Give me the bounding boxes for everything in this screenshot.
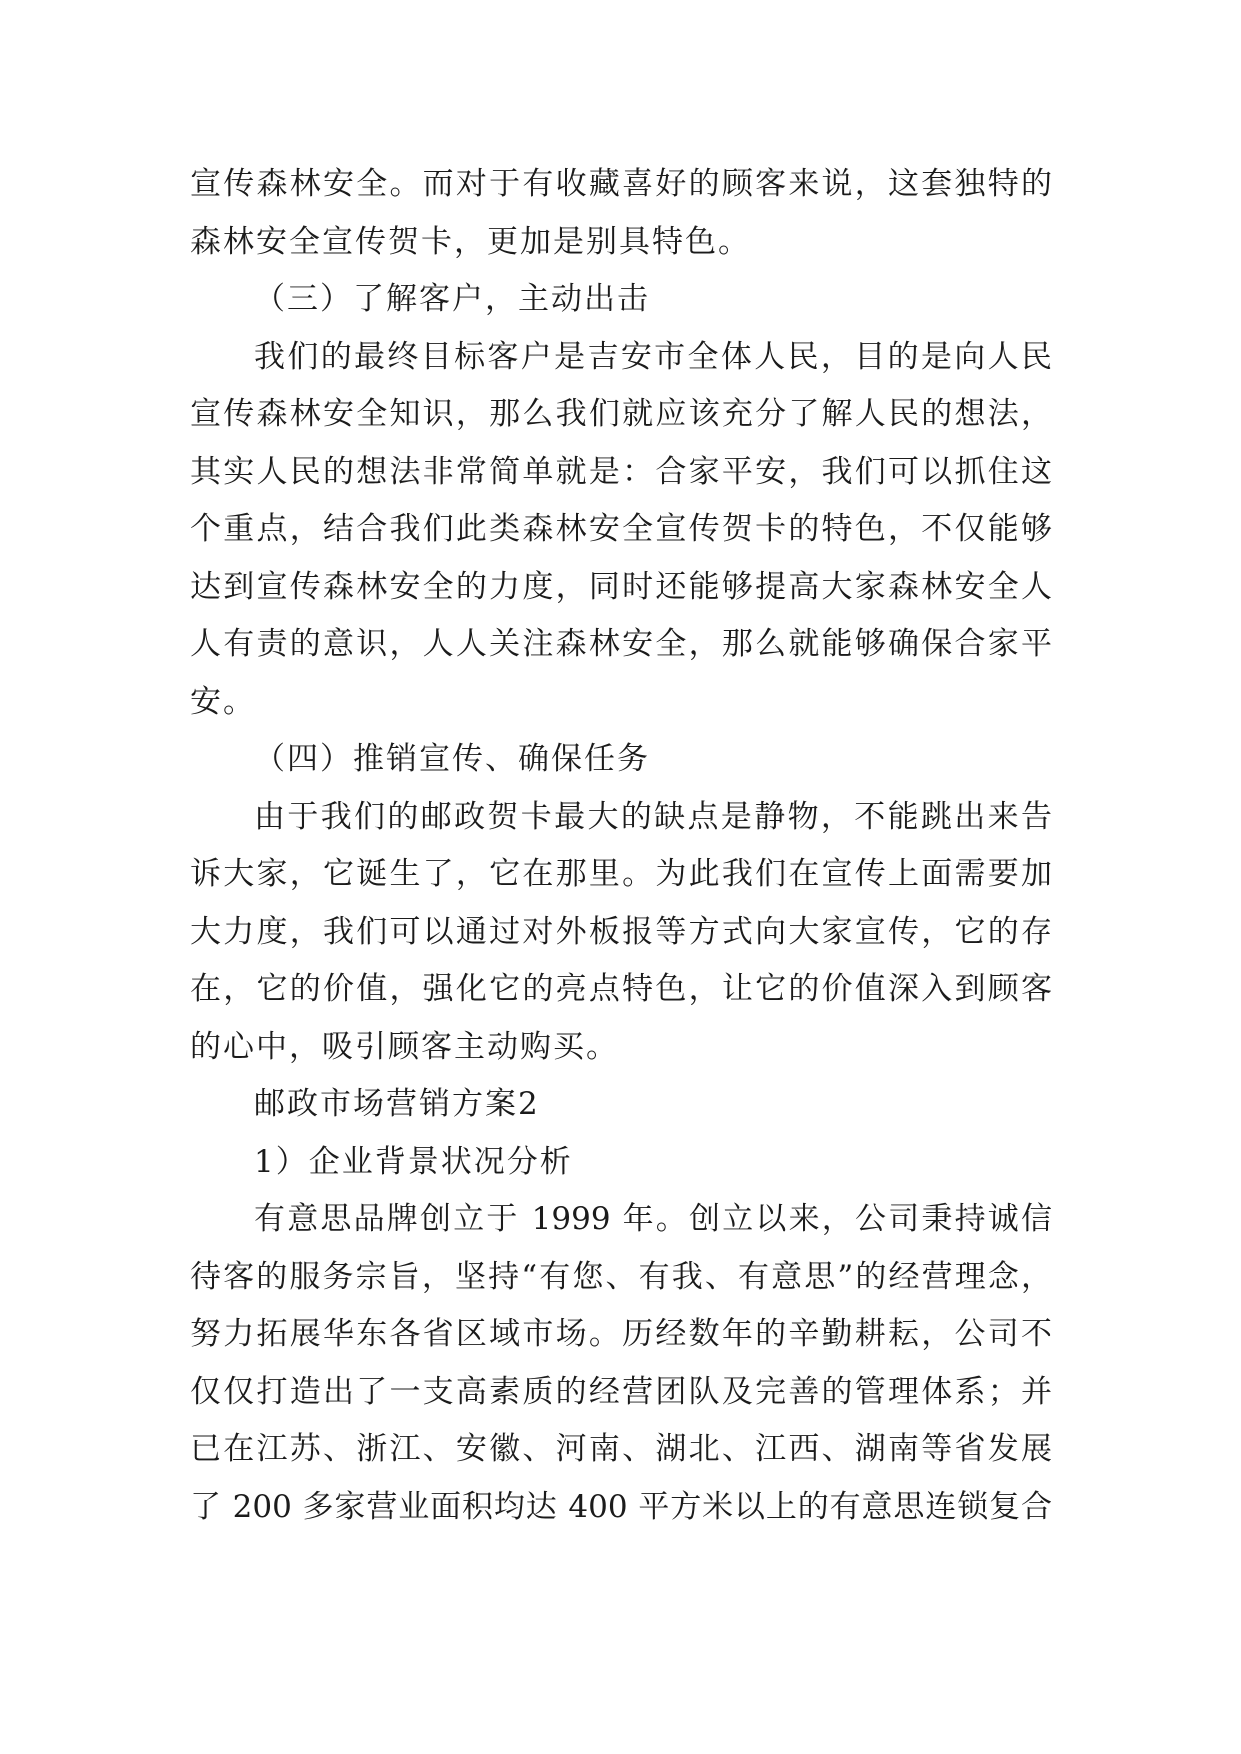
text-line: 仅仅打造出了一支高素质的经营团队及完善的管理体系；并 xyxy=(190,1373,1052,1410)
text-line: 诉大家，它诞生了，它在那里。为此我们在宣传上面需要加 xyxy=(190,856,1052,892)
text-line: 达到宣传森林安全的力度，同时还能够提高大家森林安全人 xyxy=(190,568,1052,605)
text-line: 了 200 多家营业面积均达 400 平方米以上的有意思连锁复合 xyxy=(190,1488,1052,1525)
document-section-title xyxy=(190,1076,1052,1134)
heading-text: 1）企业背景状况分析 xyxy=(254,1143,573,1180)
text-line: 在，它的价值，强化它的亮点特色，让它的价值深入到顾客 xyxy=(190,971,1052,1007)
paragraph xyxy=(190,1191,1052,1536)
document-body xyxy=(190,156,1052,1536)
text-line: 宣传森林安全知识，那么我们就应该充分了解人民的想法， xyxy=(190,396,1052,432)
paragraph-continued xyxy=(190,156,1052,271)
text-line: 森林安全宣传贺卡，更加是别具特色。 xyxy=(190,223,751,260)
section-heading xyxy=(190,731,1052,789)
text-line: 安。 xyxy=(190,683,256,720)
heading-text: （四）推销宣传、确保任务 xyxy=(254,741,650,777)
text-line: 个重点，结合我们此类森林安全宣传贺卡的特色，不仅能够 xyxy=(190,511,1052,547)
section-heading xyxy=(190,1134,1052,1192)
title-text: 邮政市场营销方案2 xyxy=(254,1086,540,1122)
text-line: 大力度，我们可以通过对外板报等方式向大家宣传，它的存 xyxy=(190,913,1052,950)
section-heading xyxy=(190,271,1052,329)
text-line: 我们的最终目标客户是吉安市全体人民，目的是向人民 xyxy=(254,338,1052,375)
text-line: 努力拓展华东各省区域市场。历经数年的辛勤耕耘，公司不 xyxy=(190,1316,1052,1352)
heading-text: （三）了解客户，主动出击 xyxy=(254,281,650,317)
text-line: 的心中，吸引顾客主动购买。 xyxy=(190,1028,619,1065)
text-line: 待客的服务宗旨，坚持“有您、有我、有意思”的经营理念， xyxy=(190,1258,1052,1295)
paragraph xyxy=(190,789,1052,1077)
text-line: 宣传森林安全。而对于有收藏喜好的顾客来说，这套独特的 xyxy=(190,166,1052,202)
text-line: 其实人民的想法非常简单就是：合家平安，我们可以抓住这 xyxy=(190,453,1052,490)
paragraph xyxy=(190,329,1052,732)
text-line: 人有责的意识，人人关注森林安全，那么就能够确保合家平 xyxy=(190,626,1052,662)
text-line: 由于我们的邮政贺卡最大的缺点是静物，不能跳出来告 xyxy=(254,798,1052,835)
text-line: 已在江苏、浙江、安徽、河南、湖北、江西、湖南等省发展 xyxy=(190,1431,1052,1467)
text-line: 有意思品牌创立于 1999 年。创立以来，公司秉持诚信 xyxy=(254,1201,1052,1237)
